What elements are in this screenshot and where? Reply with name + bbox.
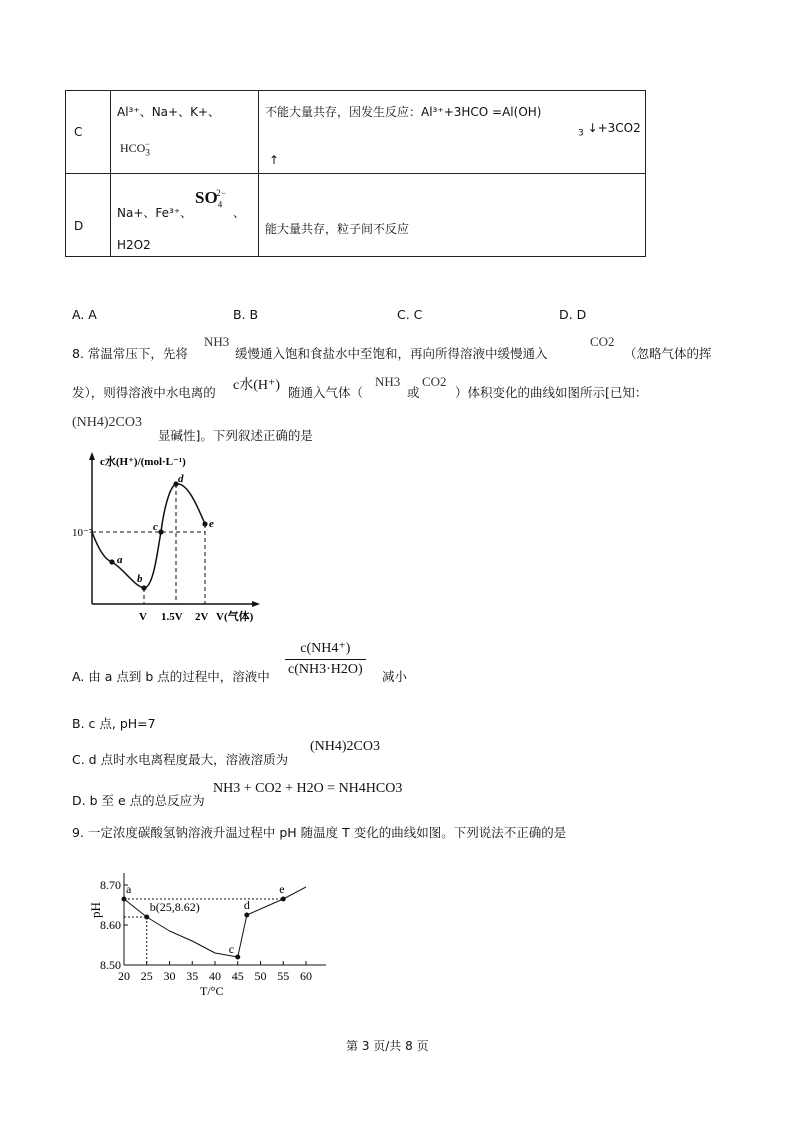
page-footer: 第 3 页/共 8 页 bbox=[346, 1039, 429, 1053]
q8-stem-2b: 随通入气体（ bbox=[288, 385, 364, 400]
q9-ph-chart bbox=[76, 862, 336, 1002]
q9-x-tick-label: 35 bbox=[186, 969, 199, 983]
y-tick-label: 10⁻⁷ bbox=[72, 527, 93, 539]
q9-x-tick-label: 60 bbox=[300, 969, 312, 983]
q8-stem-1b: 缓慢通入饱和食盐水中至饱和，再向所得溶液中缓慢通入 bbox=[235, 346, 548, 361]
option-c: C. C bbox=[397, 307, 423, 322]
q9-y-axis-label: pH bbox=[88, 902, 103, 918]
q9-y-tick-label: 8.50 bbox=[100, 958, 121, 972]
q9-x-tick-label: 50 bbox=[254, 969, 267, 983]
q8-curve bbox=[92, 484, 205, 588]
q8-stem-2c: ）体积变化的曲线如图所示[已知： bbox=[455, 385, 648, 400]
conclusion-text-2: $_3$ ↓+3CO2 bbox=[578, 121, 641, 139]
q9-point-label: c bbox=[228, 942, 235, 956]
label-d: d bbox=[178, 473, 184, 485]
q8-option-d-formula: NH3 + CO2 + H2O = NH4HCO3 bbox=[213, 781, 403, 796]
label-b: b bbox=[137, 573, 143, 585]
q9-x-tick-label: 30 bbox=[163, 969, 176, 983]
q9-y-tick-label: 8.60 bbox=[100, 918, 121, 932]
y-axis-label: c水(H⁺)/(mol·L⁻¹) bbox=[100, 456, 186, 468]
x-axis-arrow bbox=[252, 601, 260, 607]
q8-option-b: B. c 点, pH=7 bbox=[72, 716, 156, 731]
q9-point bbox=[144, 915, 149, 920]
option-b: B. B bbox=[233, 307, 259, 322]
q9-x-tick-label: 20 bbox=[118, 969, 130, 983]
q8-option-d-text: D. b 至 e 点的总反应为 bbox=[72, 793, 205, 808]
point-c bbox=[158, 529, 163, 534]
point-b bbox=[141, 585, 146, 590]
q9-point bbox=[244, 913, 249, 918]
label-e: e bbox=[209, 518, 214, 530]
y-axis-arrow bbox=[89, 452, 95, 460]
q8-or: 或 bbox=[407, 385, 420, 400]
q8-stem-2a: 发），则得溶液中水电离的 bbox=[72, 385, 216, 400]
separator: 、 bbox=[233, 206, 246, 220]
q8-option-c-formula: (NH4)2CO3 bbox=[310, 739, 380, 754]
c-water-h: c水(H⁺) bbox=[233, 378, 281, 393]
q9-y-tick-label: 8.70 bbox=[100, 878, 121, 892]
nh3-formula: NH3 bbox=[204, 334, 230, 349]
q9-x-tick-label: 55 bbox=[277, 969, 290, 983]
label-a: a bbox=[117, 554, 123, 566]
q9-point-label: b(25,8.62) bbox=[149, 900, 200, 914]
table-row bbox=[66, 91, 646, 174]
ions-text: Na+、Fe³⁺、 bbox=[117, 206, 193, 220]
table-row bbox=[66, 174, 646, 257]
gas-arrow: ↑ bbox=[269, 153, 280, 167]
conclusion-text: 不能大量共存，因发生反应：Al³⁺+3HCO =Al(OH) bbox=[265, 105, 542, 119]
h2o2: H2O2 bbox=[117, 238, 151, 252]
q8-graph bbox=[70, 448, 270, 632]
row-label: D bbox=[74, 219, 84, 233]
x-tick-2v: 2V bbox=[195, 611, 209, 623]
q9-x-tick-label: 40 bbox=[209, 969, 221, 983]
nh3-formula-2: NH3 bbox=[375, 374, 401, 389]
ammonium-carbonate: (NH4)2CO3 bbox=[72, 415, 142, 430]
q9-x-axis-label: T/°C bbox=[200, 984, 224, 998]
q9-point-label: d bbox=[243, 898, 250, 912]
q9-point-label: a bbox=[126, 882, 132, 896]
q8-option-a-fraction: $\frac{c(NH4^+)}{c(NH3\cdot H2O)}$ bbox=[285, 640, 366, 678]
q9-x-tick-label: 45 bbox=[231, 969, 244, 983]
co2-formula-2: CO2 bbox=[422, 374, 447, 389]
row-label: C bbox=[74, 125, 83, 139]
x-tick-1.5v: 1.5V bbox=[161, 611, 183, 623]
q8-stem-1a: 8. 常温常压下，先将 bbox=[72, 346, 188, 361]
q9-point-label: e bbox=[279, 882, 285, 896]
co2-formula: CO2 bbox=[590, 334, 615, 349]
x-axis-label: V(气体) bbox=[216, 611, 254, 623]
label-c: c bbox=[153, 521, 158, 533]
q8-option-a-tail: 减小 bbox=[382, 669, 408, 684]
option-d: D. D bbox=[559, 307, 587, 322]
option-a: A. A bbox=[72, 307, 97, 322]
q9-point bbox=[281, 897, 286, 902]
q8-stem-1c: （忽略气体的挥 bbox=[624, 346, 712, 361]
q9-x-tick-label: 25 bbox=[140, 969, 153, 983]
q9-point bbox=[122, 897, 127, 902]
q9-point bbox=[235, 955, 240, 960]
ions-text: Al³⁺、Na+、K+、 bbox=[117, 105, 220, 119]
q8-stem-3: 显碱性]。下列叙述正确的是 bbox=[158, 428, 313, 443]
point-a bbox=[109, 559, 114, 564]
hco3-ion: $HCO_3^-$ bbox=[120, 139, 150, 158]
q8-option-c-text: C. d 点时水电离程度最大，溶液溶质为 bbox=[72, 752, 289, 767]
x-tick-v: V bbox=[139, 611, 147, 623]
point-e bbox=[202, 521, 207, 526]
q8-option-a-text: A. 由 a 点到 b 点的过程中，溶液中 bbox=[72, 669, 270, 684]
q9-stem: 9. 一定浓度碳酸氢钠溶液升温过程中 pH 随温度 T 变化的曲线如图。下列说法不正确的是 bbox=[72, 825, 567, 840]
so4-ion: $SO_4^{2-}$ bbox=[195, 188, 226, 210]
ion-coexistence-table bbox=[65, 90, 646, 257]
q9-ph-curve bbox=[124, 887, 306, 957]
conclusion-text: 能大量共存，粒子间不反应 bbox=[265, 222, 410, 236]
